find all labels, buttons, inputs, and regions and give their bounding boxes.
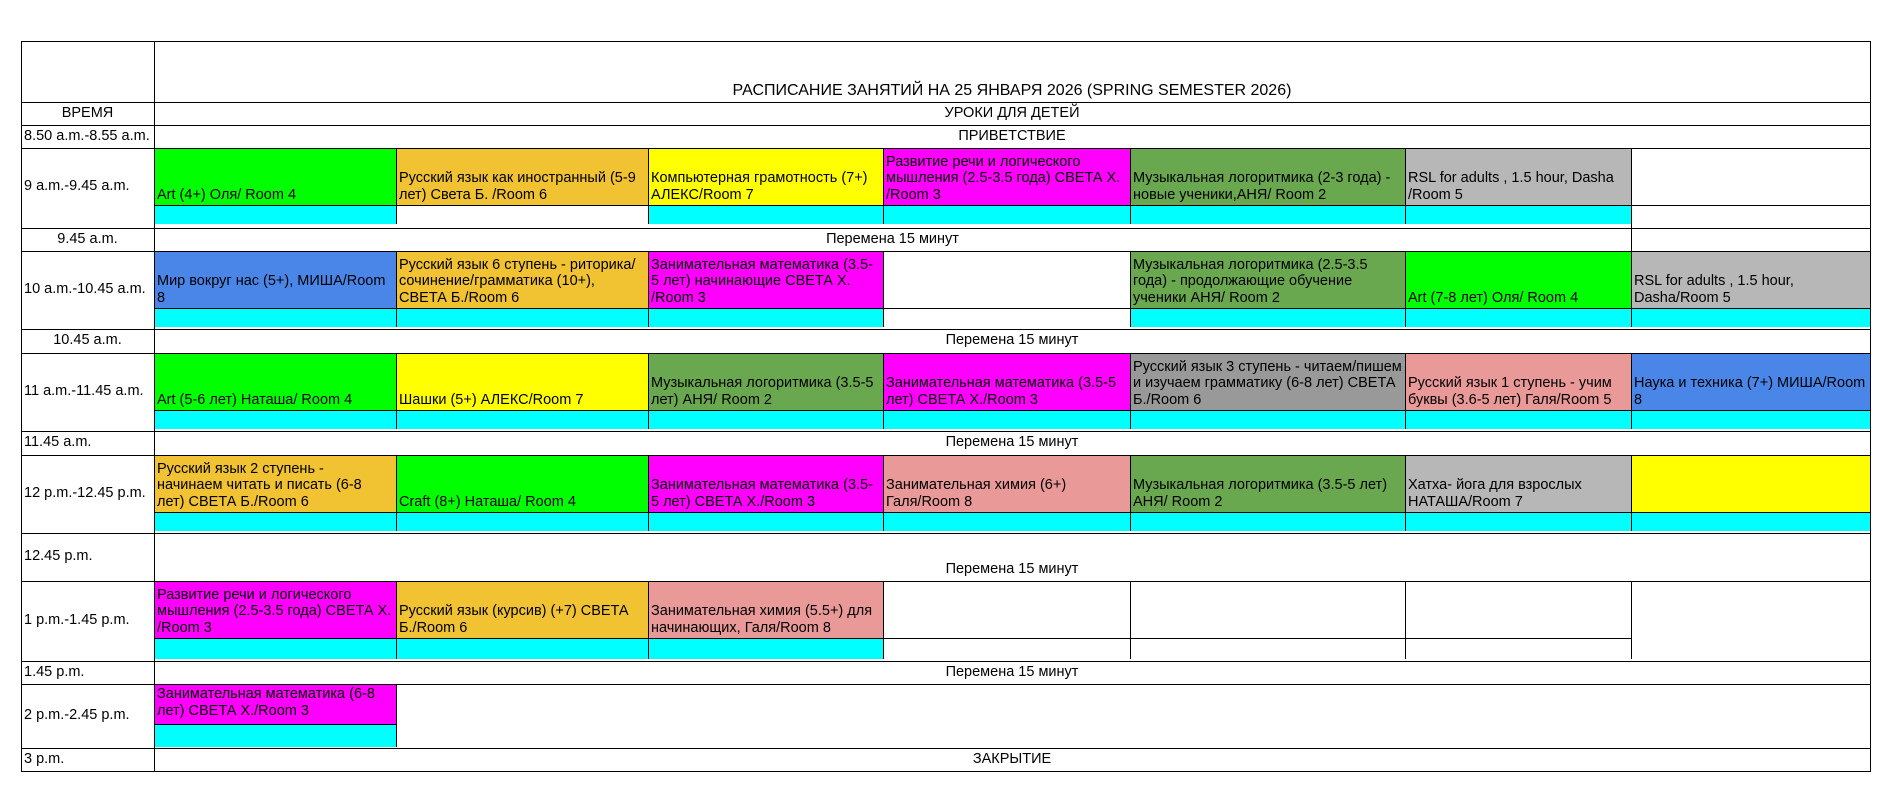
lesson-text: Русский язык 6 ступень - риторика/сочинение/грамматика (10+), СВЕТА Б./Room 6 — [399, 256, 636, 306]
grid-line — [396, 581, 397, 659]
lesson-cell[interactable] — [648, 148, 883, 205]
grid-line — [21, 251, 1870, 252]
grid-line — [883, 251, 884, 327]
time-label: 2 p.m.-2.45 p.m. — [24, 707, 130, 724]
lesson-cell[interactable] — [396, 455, 648, 512]
time-label: 10 a.m.-10.45 a.m. — [24, 280, 146, 297]
lesson-text: Занимательная математика (3.5-5 лет) СВЕТА Х./Room 3 — [651, 477, 873, 510]
lesson-text: Музыкальная логоритмика (3.5-5 лет) АНЯ/ Room 2 — [1133, 477, 1388, 510]
lesson-cell[interactable] — [1405, 148, 1631, 205]
lesson-cell[interactable] — [1130, 353, 1405, 410]
grid-line — [21, 329, 1870, 330]
lesson-cell[interactable] — [1405, 455, 1631, 512]
grid-line — [1631, 455, 1632, 531]
closing-event: ЗАКРЫТИЕ — [972, 751, 1052, 768]
lesson-text: Русский язык 2 ступень - начинаем читать и писать (6-8 лет) СВЕТА Б./Room 6 — [157, 460, 362, 510]
grid-line — [154, 724, 396, 725]
lesson-cell[interactable] — [1130, 148, 1405, 205]
grid-line — [1130, 148, 1131, 224]
grid-line — [21, 148, 1870, 149]
grid-line — [1631, 353, 1632, 429]
grid-line — [21, 125, 1870, 126]
lesson-text: RSL for adults , 1.5 hour, Dasha/Room 5 — [1634, 273, 1794, 306]
time-label: 8.50 a.m.-8.55 a.m. — [24, 128, 150, 145]
lesson-cell[interactable] — [396, 148, 648, 205]
grid-line — [21, 748, 1870, 749]
break-event: Перемена 15 минут — [945, 332, 1079, 349]
lesson-cell[interactable] — [1405, 251, 1631, 308]
grid-line — [21, 684, 1870, 685]
lesson-cell[interactable] — [154, 353, 396, 410]
lesson-text: Шашки (5+) АЛЕКС/Room 7 — [399, 391, 584, 408]
grid-line — [1405, 581, 1406, 659]
grid-line — [154, 638, 1631, 639]
subrow-strip — [154, 308, 883, 327]
grid-line — [1130, 581, 1131, 659]
grid-line — [21, 533, 1870, 534]
time-label: 1 p.m.-1.45 p.m. — [24, 611, 130, 628]
time-label: 9 a.m.-9.45 a.m. — [24, 177, 130, 194]
lesson-cell[interactable] — [154, 251, 396, 308]
lesson-cell[interactable] — [154, 684, 396, 724]
grid-line — [396, 148, 397, 224]
grid-line — [1130, 251, 1131, 327]
lesson-text: Занимательная химия (6+) Галя/Room 8 — [886, 477, 1067, 510]
grid-line — [1405, 148, 1406, 224]
lesson-cell[interactable] — [396, 581, 648, 638]
lesson-text: Art (4+) Оля/ Room 4 — [157, 186, 297, 203]
grid-line — [154, 410, 1870, 411]
grid-line — [21, 431, 1870, 432]
lesson-text: Хатха- йога для взрослых НАТАША/Room 7 — [1408, 477, 1582, 510]
break-event: Перемена 15 минут — [945, 663, 1079, 680]
grid-line — [648, 455, 649, 531]
time-column-header: ВРЕМЯ — [61, 105, 114, 122]
break-event: Перемена 15 минут — [945, 560, 1079, 577]
subrow-strip — [648, 205, 883, 224]
schedule-title: РАСПИСАНИЕ ЗАНЯТИЙ НА 25 ЯНВАРЯ 2026 (SPRING SEMESTER 2026) — [732, 81, 1292, 99]
grid-line — [883, 353, 884, 429]
lesson-cell[interactable] — [154, 581, 396, 638]
lesson-text: Мир вокруг нас (5+), МИША/Room 8 — [157, 273, 386, 306]
grid-line — [21, 228, 1870, 229]
lesson-text: Русский язык 1 ступень - учим буквы (3.6-5 лет) Галя/Room 5 — [1408, 375, 1612, 408]
subrow-strip — [154, 638, 883, 659]
lesson-text: Занимательная математика (3.5-5 лет) начинающие СВЕТА Х. /Room 3 — [651, 256, 873, 306]
lesson-cell[interactable] — [1631, 353, 1870, 410]
grid-line — [21, 455, 1870, 456]
grid-line — [1405, 353, 1406, 429]
grid-line — [154, 308, 1870, 309]
time-label: 10.45 a.m. — [53, 332, 122, 349]
grid-line — [1631, 251, 1632, 327]
grid-line — [396, 684, 397, 747]
grid-line — [1405, 455, 1406, 531]
grid-line — [1631, 581, 1632, 659]
subrow-strip — [154, 205, 396, 224]
time-label: 1.45 p.m. — [24, 663, 85, 680]
lesson-text: Занимательная математика (6-8 лет) СВЕТА Х./Room 3 — [157, 686, 375, 719]
grid-line — [21, 661, 1870, 662]
grid-line — [1870, 41, 1871, 772]
lesson-cell[interactable] — [883, 353, 1130, 410]
grid-line — [21, 771, 1870, 772]
grid-line — [154, 512, 1870, 513]
lesson-text: Развитие речи и логического мышления (2.5-3.5 года) СВЕТА Х. /Room 3 — [157, 586, 392, 636]
grid-line — [154, 41, 155, 772]
lesson-cell[interactable] — [396, 251, 648, 308]
lesson-cell[interactable] — [883, 148, 1130, 205]
grid-line — [396, 251, 397, 327]
grid-line — [648, 353, 649, 429]
time-label: 11.45 a.m. — [24, 434, 92, 451]
grid-line — [396, 353, 397, 429]
break-event: Перемена 15 минут — [826, 231, 959, 248]
lesson-cell[interactable] — [648, 251, 883, 308]
grid-line — [396, 455, 397, 531]
lesson-text: Art (7-8 лет) Оля/ Room 4 — [1408, 289, 1579, 306]
lesson-cell[interactable] — [396, 353, 648, 410]
grid-line — [21, 102, 1870, 103]
grid-line — [883, 581, 884, 659]
grid-line — [154, 205, 1870, 206]
kids-lessons-header: УРОКИ ДЛЯ ДЕТЕЙ — [944, 105, 1080, 122]
lesson-cell[interactable] — [154, 455, 396, 512]
lesson-text: Art (5-6 лет) Наташа/ Room 4 — [157, 391, 353, 408]
grid-line — [1631, 148, 1632, 251]
time-label: 12.45 p.m. — [24, 548, 93, 565]
lesson-text: Русский язык (курсив) (+7) СВЕТА Б./Room 6 — [399, 603, 629, 636]
time-label: 9.45 a.m. — [57, 231, 118, 248]
grid-line — [21, 581, 1870, 582]
empty-lesson-cell — [1631, 455, 1870, 512]
grid-line — [883, 455, 884, 531]
grid-line — [648, 251, 649, 327]
lesson-cell[interactable] — [1405, 353, 1631, 410]
subrow-strip — [1405, 205, 1631, 224]
subrow-strip — [1130, 205, 1405, 224]
lesson-text: Занимательная химия (5.5+) для начинающих, Галя/Room 8 — [651, 603, 873, 636]
time-label: 12 p.m.-12.45 p.m. — [24, 484, 146, 501]
grid-line — [648, 581, 649, 659]
subrow-strip — [883, 205, 1130, 224]
lesson-cell[interactable] — [883, 455, 1130, 512]
grid-line — [1130, 353, 1131, 429]
lesson-text: Craft (8+) Наташа/ Room 4 — [399, 493, 576, 510]
grid-line — [21, 353, 1870, 354]
time-label: 3 p.m. — [24, 751, 65, 768]
lesson-text: Русский язык 3 ступень - читаем/пишем и изучаем грамматику (6-8 лет) СВЕТА Б./Room 6 — [1133, 358, 1402, 408]
lesson-text: Развитие речи и логического мышления (2.5-3.5 года) СВЕТА Х. /Room 3 — [886, 153, 1121, 203]
greeting-event: ПРИВЕТСТВИЕ — [958, 128, 1066, 145]
subrow-strip — [1130, 308, 1870, 327]
grid-line — [21, 41, 22, 772]
lesson-cell[interactable] — [648, 455, 883, 512]
lesson-text: RSL for adults , 1.5 hour, Dasha /Room 5 — [1408, 170, 1614, 203]
lesson-text: Музыкальная логоритмика (3.5-5 лет) АНЯ/ Room 2 — [651, 375, 874, 408]
lesson-cell[interactable] — [154, 148, 396, 205]
lesson-cell[interactable] — [1130, 251, 1405, 308]
lesson-text: Занимательная математика (3.5-5 лет) СВЕТА Х./Room 3 — [886, 375, 1117, 408]
subrow-strip — [154, 512, 1870, 531]
grid-line — [1130, 455, 1131, 531]
grid-line — [21, 41, 1870, 42]
lesson-text: Музыкальная логоритмика (2.5-3.5 года) - продолжающие обучение ученики АНЯ/ Room 2 — [1133, 256, 1368, 306]
grid-line — [1405, 251, 1406, 327]
subrow-strip — [154, 724, 396, 747]
break-event: Перемена 15 минут — [945, 434, 1079, 451]
lesson-cell[interactable] — [1631, 251, 1870, 308]
lesson-text: Русский язык как иностранный (5-9 лет) Света Б. /Room 6 — [399, 170, 636, 203]
time-label: 11 a.m.-11.45 a.m. — [24, 382, 144, 399]
lesson-cell[interactable] — [1130, 455, 1405, 512]
lesson-text: Наука и техника (7+) МИША/Room 8 — [1634, 375, 1866, 408]
lesson-cell[interactable] — [648, 581, 883, 638]
lesson-cell[interactable] — [648, 353, 883, 410]
grid-line — [648, 148, 649, 224]
lesson-text: Музыкальная логоритмика (2-3 года) - новые ученики,АНЯ/ Room 2 — [1133, 170, 1391, 203]
lesson-text: Компьютерная грамотность (7+) АЛЕКС/Room 7 — [651, 170, 868, 203]
grid-line — [883, 148, 884, 224]
subrow-strip — [154, 410, 1870, 429]
